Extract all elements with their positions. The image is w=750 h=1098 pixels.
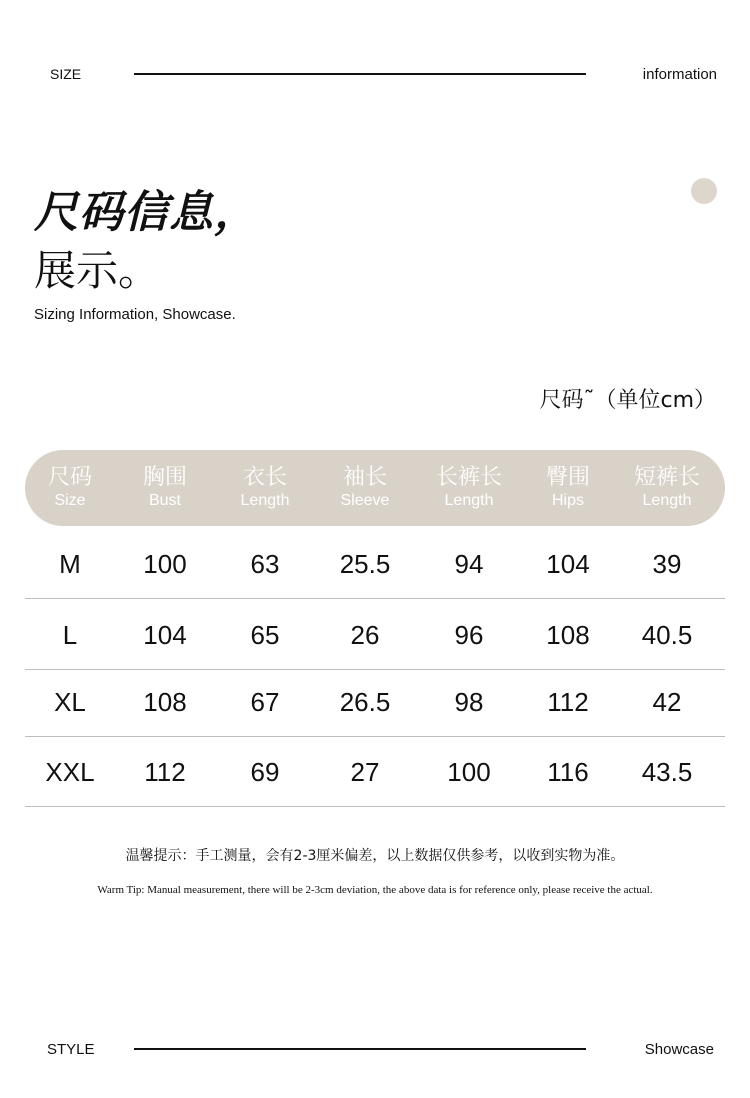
table-cell: 67 xyxy=(250,687,280,717)
column-header-cn: 胸围 xyxy=(142,465,187,490)
row-divider xyxy=(25,806,725,807)
table-cell: 26 xyxy=(350,619,380,650)
table-cell: 96 xyxy=(454,619,484,650)
column-header-en: Length xyxy=(240,492,290,509)
column-header-cn: 长裤长 xyxy=(435,465,502,490)
header-divider xyxy=(134,73,586,75)
table-header xyxy=(25,450,725,526)
table-cell: 104 xyxy=(546,548,590,579)
page-title: 尺码信息， xyxy=(34,187,259,238)
column-header-size xyxy=(25,450,115,526)
column-header-sleeve xyxy=(315,450,415,526)
table-cell: 112 xyxy=(144,756,186,787)
table-row xyxy=(25,669,725,736)
column-header-en: Sleeve xyxy=(340,492,390,509)
column-header-bust xyxy=(115,450,215,526)
table-cell: 27 xyxy=(350,756,380,787)
table-cell: 94 xyxy=(454,548,484,579)
column-header-shorts-length xyxy=(613,450,721,526)
footer-right-label: Showcase xyxy=(644,1041,714,1058)
warm-tip-en: Warm Tip: Manual measurement, there will be 2-3cm deviation, the above data is for reference only, please receive the actual. xyxy=(97,884,653,896)
page-title-sub: 展示。 xyxy=(34,246,161,295)
table-cell: 108 xyxy=(143,687,187,717)
table-cell: 98 xyxy=(454,687,484,717)
decorative-dot xyxy=(691,178,717,204)
column-header-en: Length xyxy=(444,492,494,509)
table-row xyxy=(25,530,725,598)
column-header-cn: 尺码 xyxy=(47,465,92,490)
table-cell: 25.5 xyxy=(339,548,391,579)
table-cell: XXL xyxy=(45,756,95,787)
page-subtitle: Sizing Information, Showcase. xyxy=(34,306,236,323)
column-header-en: Hips xyxy=(551,492,584,509)
table-cell: 39 xyxy=(652,548,682,579)
column-header-hips xyxy=(523,450,613,526)
table-cell: M xyxy=(59,548,81,579)
table-row xyxy=(25,738,725,806)
column-header-en: Length xyxy=(642,492,692,509)
table-cell: 63 xyxy=(250,548,280,579)
table-cell: 108 xyxy=(546,619,590,650)
row-divider xyxy=(25,736,725,737)
column-header-cn: 袖长 xyxy=(342,465,387,490)
footer-left-label: STYLE xyxy=(47,1041,95,1058)
unit-note: 尺码˜（单位cm） xyxy=(539,388,716,413)
column-header-en: Bust xyxy=(148,492,181,509)
table-cell: 65 xyxy=(250,619,280,650)
table-cell: 43.5 xyxy=(641,756,693,787)
table-cell: 104 xyxy=(143,619,187,650)
header-right-label: information xyxy=(642,66,717,83)
column-header-en: Size xyxy=(54,492,86,509)
table-cell: 100 xyxy=(447,756,491,787)
table-cell: 26.5 xyxy=(339,687,391,717)
column-header-pants-length xyxy=(415,450,523,526)
warm-tip-cn: 温馨提示：手工测量，会有2-3厘米偏差，以上数据仅供参考，以收到实物为准。 xyxy=(125,848,625,864)
row-divider xyxy=(25,598,725,599)
table-cell: L xyxy=(62,619,78,650)
header-left-label: SIZE xyxy=(50,66,82,82)
table-cell: 112 xyxy=(547,687,589,717)
table-cell: 69 xyxy=(250,756,280,787)
table-row xyxy=(25,601,725,669)
column-header-cn: 臀围 xyxy=(545,465,590,490)
footer-divider xyxy=(134,1048,586,1050)
table-cell: 40.5 xyxy=(641,619,693,650)
column-header-cn: 短裤长 xyxy=(633,465,700,490)
column-header-cn: 衣长 xyxy=(242,465,287,490)
table-cell: 100 xyxy=(143,548,187,579)
table-cell: XL xyxy=(54,687,86,717)
table-cell: 42 xyxy=(652,687,682,717)
column-header-length xyxy=(215,450,315,526)
table-cell: 116 xyxy=(547,756,589,787)
